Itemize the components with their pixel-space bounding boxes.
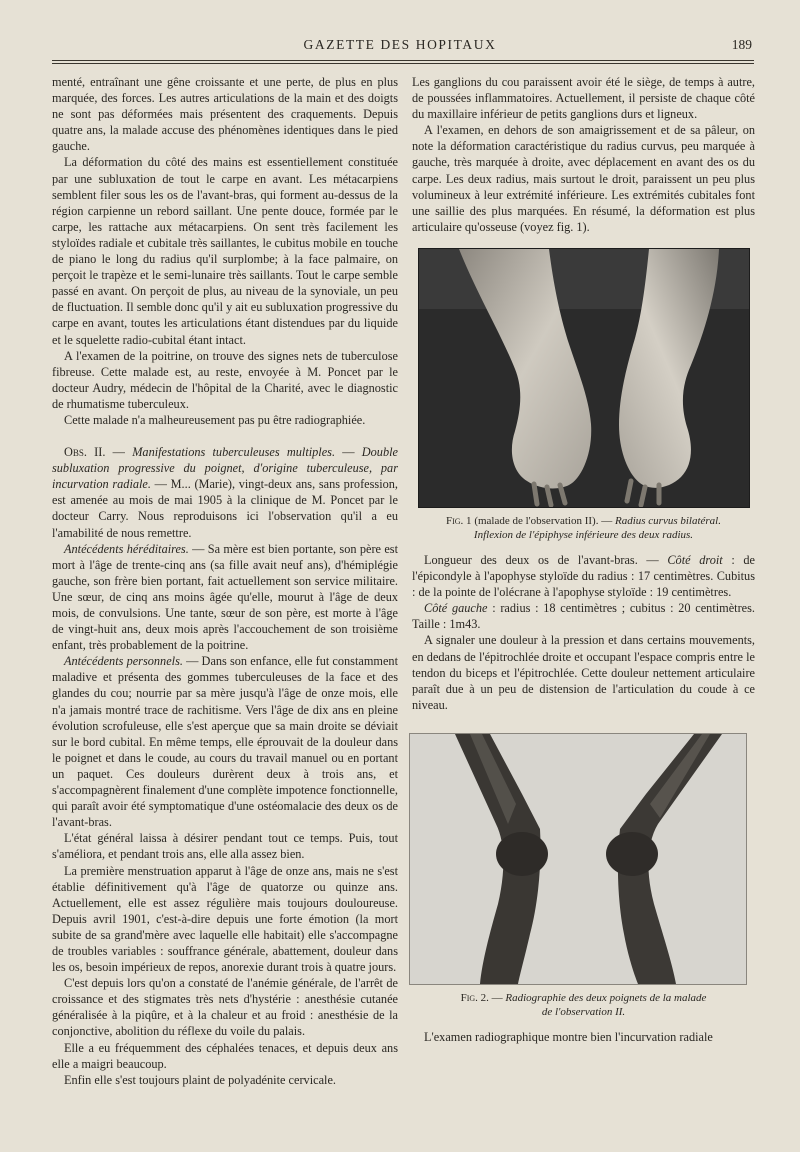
figure-2-radiograph [409,733,747,985]
figure-1-title: Radius curvus bilatéral. [614,514,721,527]
observation-text: — M... (Marie), vingt-deux ans, sans profession, est amenée au mois de mai 1905 à la clinique de M. Poncet par le docteur Carry. Nous reproduisons ici l'observation qu'il a eu l'amabilité de nous remettre. [52,477,398,540]
hands-photo-illustration [419,249,749,507]
left-side-label: Côté gauche [424,601,488,616]
right-column [412,74,755,1045]
observation-heading-paragraph [52,444,398,541]
paragraph: La déformation du côté des mains est essentiellement constituée par une subluxation de tout le carpe en avant. Les métacarpiens semblent filer sous les os de l'avant-bras, qui forment au-dessus de la région carpienne un rebord saillant. Une pente douce, formée par le carpe, les rattache aux métacarpiens. On sent très facilement les styloïdes radiale et cubitale très saillantes, le cubitus mobile en touche de piano le long du radius qu'il surplombe; à la face palmaire, on perçoit le trapèze et le semi-lunaire très saillants. Tout le carpe semble passé en avant. On perçoit de plus, au niveau de la synoviale, un peu de fluctuation. Il semble donc qu'il y ait eu subluxation progressive du carpe en avant, toutes les articulations étant distendues par du liquide et le squelette radio-cubital étant intact. [52,155,398,347]
paragraph: Enfin elle s'est toujours plaint de polyadénite cervicale. [64,1072,336,1087]
figure-2-line2: de l'observation II. [541,1005,626,1018]
left-side-paragraph [412,600,755,632]
paragraph: L'examen radiographique montre bien l'incurvation radiale [424,1029,713,1044]
paragraph: menté, entraînant une gêne croissante et une perte, de plus en plus marquée, des forces. Les autres articulations de la main et des doigts ne sont pas déformées mais présentent des craquements. Depuis quatre ans, la malade accuse des phénomènes identiques dans le pied gauche. [52,75,398,154]
forearm-length-paragraph [412,552,755,600]
antecedents-hereditary-label: Antécédents héréditaires. [64,541,189,556]
figure-2-label: Fig. 2. [460,991,489,1004]
paragraph: L'état général laissa à désirer pendant tout ce temps. Puis, tout s'améliora, et pendant trois ans, elle alla assez bien. [52,831,398,862]
figure-1-paren: (malade de l'observation II). — [471,514,615,527]
antecedents-hereditary-paragraph [52,541,398,654]
antecedents-hereditary-text: — Sa mère est bien portante, son père est mort à l'âge de trente-cinq ans (sa fille avait neuf ans), d'hémiplégie gauche, son frère bien portant, fait actuellement son service militaire. Une sœur, de cinq ans moins âgée qu'elle, mourut à l'âge de deux mois, de convulsions. Une tante, sœur de son père, est morte à l'âge de vingt-huit ans, deux mois après l'accouchement de son troisième enfant, très probablement de la poitrine. [52,541,398,653]
forearm-length-intro: Longueur des deux os de l'avant-bras. — [424,552,668,567]
paragraph: Les ganglions du cou paraissent avoir été le siège, de temps à autre, de poussées inflammatoires. Actuellement, il persiste de chaque côté du maxillaire inférieur de petits ganglions durs et ligneux. [412,75,755,122]
observation-label: Obs. II. [64,445,106,460]
antecedents-personal-label: Antécédents personnels. [64,654,183,669]
paragraph: A l'examen de la poitrine, on trouve des signes nets de tuberculose fibreuse. Cette malade est, au reste, envoyée à M. Poncet par le docteur Audry, médecin de l'hôpital de la Charité, avec le diagnostic de rhumatisme tuberculeux. [52,348,398,411]
wrist-xray-illustration [410,734,746,984]
antecedents-personal-text: — Dans son enfance, elle fut constamment maladive et présenta des gommes tuberculeuses de la face et des glandes du cou; nourrie par sa mère jusqu'à l'âge de onze mois, elle n'a jamais montré trace de rachitisme. Vers l'âge de dix ans en pleine évolution scrofuleuse, elle s'est aperçue que sa main droite se déviait sur le bord cubital. En même temps, elle éprouvait de la douleur dans le poignet et dans le coude, au cours du travail manuel ou en portant un paquet. Ces douleurs durèrent deux à trois ans, et s'accompagnèrent finalement d'une complète impotence fonctionnelle, qui paraît avoir été symptomatique d'une ostéomalacie des deux os de l'avant-bras. [52,654,398,830]
paragraph: A l'examen, en dehors de son amaigrissement et de sa pâleur, on note la déformation caractéristique du radius curvus, peu marquée à gauche, très marquée à droite, avec déplacement en avant des os du carpe. Les deux radius, mais surtout le droit, paraissent un peu plus volumineux à leur extrémité inférieure. Les extrémités cubitales font une saillie des plus marquées. En résumé, la déformation est plus articulaire qu'osseuse (voyez fig. 1). [412,123,755,234]
paragraph: C'est depuis lors qu'on a constaté de l'anémie générale, de l'arrêt de croissance et des stigmates très nets d'hystérie : anesthésie cutanée généralisée à la piqûre, et à la chaleur et au froid : anesthésie de la conjonctive, abolition du réflexe du voile du palais. [52,976,398,1039]
paragraph: La première menstruation apparut à l'âge de onze ans, mais ne s'est établie définitivement qu'à l'âge de quatorze ou quinze ans. Actuellement, elle est assez régulière mais toujours douloureuse. Depuis avril 1901, c'est-à-dire depuis une forte émotion (la mort subite de sa grand'mère avec laquelle elle habitait) elle s'accompagne de troubles variables : souffrance générale, abattement, douleur dans les os, besoin impérieux de repos, anorexie durant trois à quatre jours. [52,863,398,975]
paragraph: A signaler une douleur à la pression et dans certains mouvements, en dedans de l'épitrochlée droite et occupant l'espace compris entre le tendon du biceps et l'épitrochlée. Cette douleur nettement articulaire paraît due à un peu de distension de l'articulation du coude à ce niveau. [412,633,755,712]
figure-2-title: Radiographie des deux poignets de la malade [505,991,707,1004]
observation-subtitle: Double subluxation progressive du poignet, d'origine tuberculeuse, par incurvation radiale. [52,445,398,492]
figure-2-caption [412,991,755,1019]
observation-dash: — [105,445,133,460]
running-header-title: GAZETTE DES HOPITAUX [303,37,497,52]
observation-dash: — [335,445,362,460]
figure-1-label: Fig. 1 [446,514,472,527]
figure-1-line2: Inflexion de l'épiphyse inférieure des deux radius. [473,528,694,541]
paragraph: Cette malade n'a malheureusement pas pu être radiographiée. [64,412,366,427]
page-number: 189 [731,37,752,52]
right-side-label: Côté droit [667,552,723,567]
figure-1-caption [412,514,755,542]
left-side-text: : radius : 18 centimètres ; cubitus : 20 centimètres. Taille : 1m43. [412,601,756,632]
header-rule [52,60,754,61]
paragraph: Elle a eu fréquemment des céphalées tenaces, et depuis deux ans elle a maigri beaucoup. [52,1040,398,1071]
right-side-text: : de l'épicondyle à l'apophyse styloïde du radius : 17 centimètres. Cubitus : de la pointe de l'olécrane à l'apophyse styloïde : 19 centimètres. [412,552,755,600]
figure-2-dash: — [488,991,506,1004]
observation-title: Manifestations tuberculeuses multiples. [132,445,336,460]
left-column [52,74,398,1088]
header-rule-double [52,63,754,64]
figure-1-photograph [418,248,750,508]
antecedents-personal-paragraph [52,653,398,830]
